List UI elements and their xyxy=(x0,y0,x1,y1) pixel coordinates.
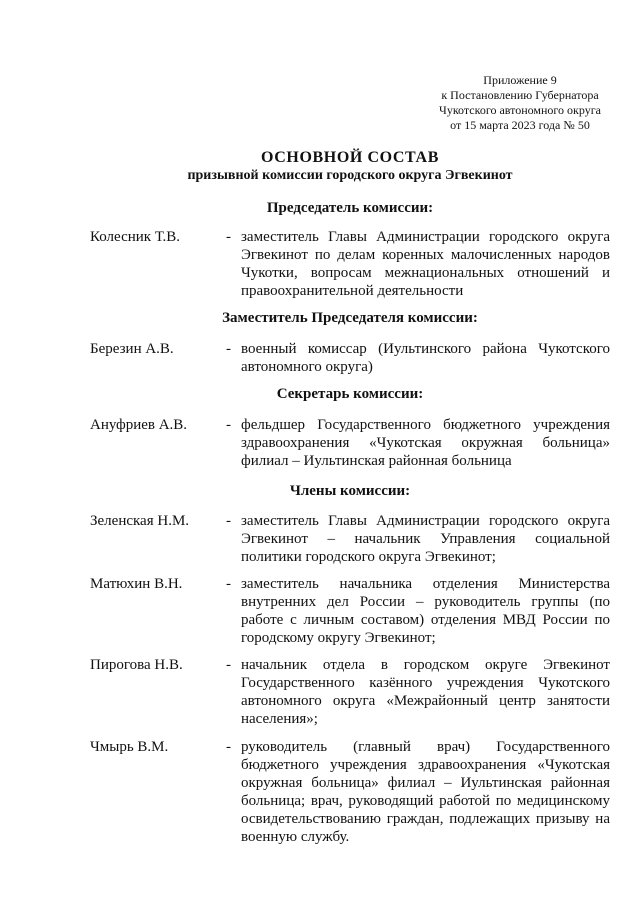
member-name: Чмырь В.М. xyxy=(90,739,169,755)
member-role: руководитель (главный врач) Государственного бюджетного учреждения здравоохранения «Чукотская окружная больница» филиал – Иультинская районная больница; врач, руководящий работой по медицинскому освидетельствованию граждан, подлежащих призыву на военную службу. xyxy=(241,739,610,845)
annex-date-line: от 15 марта 2023 года № 50 xyxy=(450,118,590,132)
annex-header xyxy=(390,73,640,133)
section-heading-deputy: Заместитель Председателя комиссии: xyxy=(222,310,478,326)
annex-line: Чукотского автономного округа xyxy=(439,103,601,117)
member-name: Зеленская Н.М. xyxy=(90,513,190,529)
member-dash: - xyxy=(226,576,231,592)
member-role: военный комиссар (Иультинского района Чукотского автономного округа) xyxy=(241,341,610,375)
member-dash: - xyxy=(226,417,231,433)
member-dash: - xyxy=(226,513,231,529)
annex-line: к Постановлению Губернатора xyxy=(441,88,599,102)
section-heading-chairman: Председатель комиссии: xyxy=(266,200,434,216)
member-role: фельдшер Государственного бюджетного учреждения здравоохранения «Чукотская окружная больница» филиал – Иультинская районная больница xyxy=(241,417,610,469)
member-role: заместитель Главы Администрации городского округа Эгвекинот по делам коренных малочисленных народов Чукотки, вопросам межнациональных отношений и правоохранительной деятельности xyxy=(241,229,610,299)
member-dash: - xyxy=(226,657,231,673)
member-dash: - xyxy=(226,229,231,245)
member-dash: - xyxy=(226,739,231,755)
document-subtitle: призывной комиссии городского округа Эгвекинот xyxy=(187,168,513,183)
document-title: ОСНОВНОЙ СОСТАВ xyxy=(261,149,439,166)
member-name: Ануфриев А.В. xyxy=(90,417,188,433)
member-role: начальник отдела в городском округе Эгвекинот Государственного казённого учреждения Чукотского автономного округа «Межрайонный центр занятости населения»; xyxy=(241,657,610,727)
member-name: Пирогова Н.В. xyxy=(90,657,183,673)
section-heading-members: Члены комиссии: xyxy=(289,483,411,499)
member-name: Колесник Т.В. xyxy=(90,229,180,245)
member-role: заместитель начальника отделения Министерства внутренних дел России – руководитель группы (по работе с личным составом) отделения МВД России по городскому округу Эгвекинот; xyxy=(241,576,610,646)
member-role: заместитель Главы Администрации городского округа Эгвекинот – начальник Управления социальной политики городского округа Эгвекинот; xyxy=(241,513,610,565)
member-name: Березин А.В. xyxy=(90,341,174,357)
annex-line: Приложение 9 xyxy=(483,73,557,87)
section-heading-secretary: Секретарь комиссии: xyxy=(276,386,424,402)
member-name: Матюхин В.Н. xyxy=(90,576,183,592)
member-dash: - xyxy=(226,341,231,357)
